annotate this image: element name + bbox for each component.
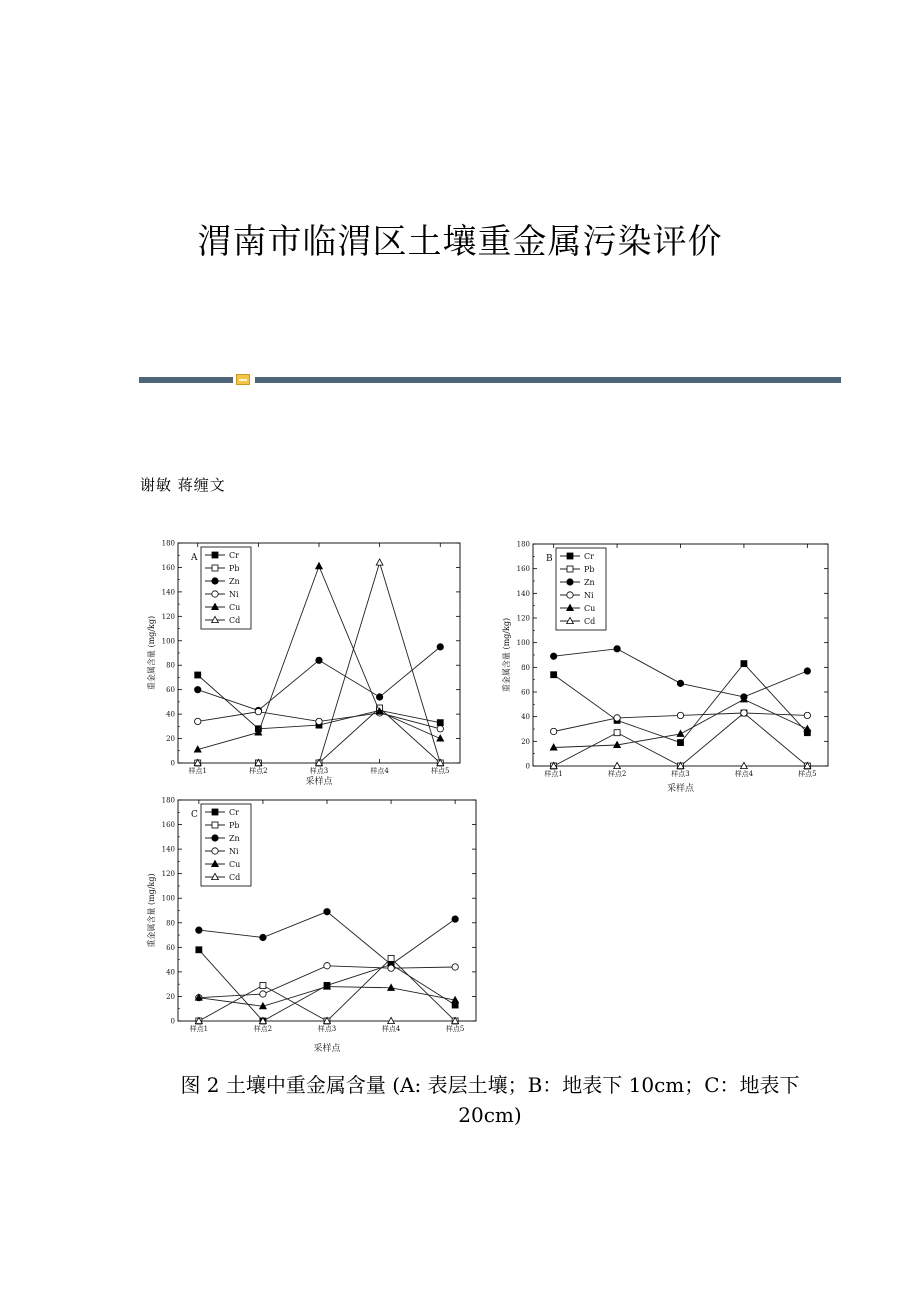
chart-b-ytick-label: 40 xyxy=(521,713,530,722)
chart-b-point-cr xyxy=(741,661,747,667)
chart-a-ytick-label: 20 xyxy=(166,735,175,744)
chart-c-xtick-label: 样点5 xyxy=(445,1025,465,1033)
chart-b-legend-label-ni: Ni xyxy=(584,591,594,600)
chart-c-point-ni xyxy=(260,991,266,997)
chart-c-ytick-label: 120 xyxy=(161,870,175,879)
chart-b-ytick-label: 0 xyxy=(525,762,530,771)
chart-a-ytick-label: 140 xyxy=(161,588,175,597)
chart-b-svg xyxy=(495,535,835,795)
chart-b-point-pb xyxy=(614,730,620,736)
chart-c-xtick-label: 样点2 xyxy=(253,1025,273,1033)
chart-c-ytick-label: 20 xyxy=(166,992,175,1001)
figure-caption-line2: 20cm) xyxy=(458,1103,522,1127)
chart-a-point-cu xyxy=(316,563,323,569)
chart-c-ytick-label: 160 xyxy=(161,821,175,830)
chart-b-ytick-label: 180 xyxy=(516,540,530,549)
chart-c-ytick-label: 40 xyxy=(166,968,175,977)
chart-b-point-ni xyxy=(741,710,747,716)
chart-b-legend-label-pb: Pb xyxy=(584,565,595,574)
chart-a-ytick-label: 40 xyxy=(166,710,175,719)
divider-bar-left xyxy=(139,377,233,383)
chart-c-line-zn xyxy=(199,912,455,965)
chart-b-xtick-label: 样点5 xyxy=(798,770,817,778)
chart-b-legend-marker-pb xyxy=(567,566,573,572)
chart-a-legend-marker-pb xyxy=(212,565,218,571)
chart-b-line-zn xyxy=(554,649,808,697)
chart-c-legend-box xyxy=(201,804,251,886)
chart-c-xtick-label: 样点3 xyxy=(317,1025,337,1033)
chart-a-line-pb xyxy=(198,708,441,763)
chart-a-legend-marker-zn xyxy=(212,578,218,584)
chart-b-series-cd xyxy=(550,762,811,768)
chart-a-xlabel: 采样点 xyxy=(305,777,333,787)
chart-c-point-zn xyxy=(196,927,202,933)
chart-b-legend xyxy=(556,548,606,630)
chart-c-xtick-label: 样点1 xyxy=(189,1025,209,1033)
chart-b-panel-letter: B xyxy=(546,554,553,564)
chart-c-series-zn xyxy=(196,909,459,968)
chart-b-legend-label-cr: Cr xyxy=(584,552,594,561)
chart-b-legend-marker-ni xyxy=(567,592,573,598)
chart-c-legend-marker-ni xyxy=(212,848,218,854)
chart-a-point-zn xyxy=(437,644,443,650)
page-title: 渭南市临渭区土壤重金属污染评价 xyxy=(197,222,723,262)
chart-a-ylabel: 重金属含量 (mg/kg) xyxy=(147,615,156,691)
chart-c-point-zn xyxy=(452,916,458,922)
chart-c-legend-label-zn: Zn xyxy=(229,834,240,843)
chart-b-xtick-label: 样点2 xyxy=(607,770,627,778)
chart-b-point-ni xyxy=(550,728,556,734)
chart-a-point-ni xyxy=(316,718,322,724)
chart-b-ytick-label: 120 xyxy=(516,614,530,623)
chart-b-ytick-label: 100 xyxy=(516,639,530,648)
chart-a-ytick-label: 160 xyxy=(161,563,175,572)
chart-a-line-zn xyxy=(198,647,441,711)
chart-c-legend-marker-pb xyxy=(212,822,218,828)
chart-b-point-cr xyxy=(678,740,684,746)
divider-bar-right xyxy=(255,377,841,383)
chart-c-ytick-label: 60 xyxy=(166,943,175,952)
divider-marker-icon xyxy=(236,374,250,385)
chart-a-legend-label-ni: Ni xyxy=(229,590,239,599)
chart-a-svg xyxy=(140,530,480,790)
chart-b-legend-label-cu: Cu xyxy=(584,604,596,613)
chart-c-point-ni xyxy=(452,964,458,970)
chart-c-legend-label-ni: Ni xyxy=(229,847,239,856)
chart-c-svg xyxy=(140,792,480,1062)
chart-c-point-zn xyxy=(324,909,330,915)
chart-b-legend-box xyxy=(556,548,606,630)
chart-c-legend xyxy=(201,804,251,886)
chart-a-legend-label-pb: Pb xyxy=(229,564,240,573)
chart-c-ytick-label: 180 xyxy=(161,796,175,805)
chart-b-ytick-label: 20 xyxy=(521,737,530,746)
chart-c-legend-label-cu: Cu xyxy=(229,860,241,869)
chart-b-legend-label-zn: Zn xyxy=(584,578,595,587)
chart-b-xtick-label: 样点4 xyxy=(734,770,754,778)
chart-c-panel-letter: C xyxy=(191,810,198,820)
chart-a-point-zn xyxy=(195,686,201,692)
chart-a-legend-label-zn: Zn xyxy=(229,577,240,586)
figure-caption-line1: 图 2 土壤中重金属含量 (A: 表层土壤；B：地表下 10cm；C：地表下 xyxy=(180,1073,800,1097)
chart-c-series-cd xyxy=(195,1017,458,1023)
chart-a-panel-letter: A xyxy=(191,553,198,563)
chart-b-legend-label-cd: Cd xyxy=(584,617,596,626)
chart-a-ytick-label: 60 xyxy=(166,686,175,695)
chart-a-legend xyxy=(201,547,251,629)
chart-a-legend-marker-ni xyxy=(212,591,218,597)
chart-a-xtick-label: 样点2 xyxy=(249,767,268,775)
chart-b-point-zn xyxy=(614,646,620,652)
chart-c-point-cd xyxy=(388,1017,395,1023)
chart-c-legend-label-cr: Cr xyxy=(229,808,239,817)
chart-b-point-cd xyxy=(614,762,621,768)
chart-b-point-cu xyxy=(677,730,684,736)
chart-c-ylabel: 重金属含量 (mg/kg) xyxy=(147,873,156,948)
chart-a-point-cr xyxy=(195,672,201,678)
chart-b-legend-marker-zn xyxy=(567,579,573,585)
chart-c-legend-marker-cr xyxy=(212,809,218,815)
chart-c-point-ni xyxy=(324,963,330,969)
chart-b-point-cd xyxy=(741,762,748,768)
chart-b-point-cr xyxy=(551,672,557,678)
chart-a-series-pb xyxy=(195,705,444,766)
chart-a-legend-label-cr: Cr xyxy=(229,551,239,560)
chart-a-point-zn xyxy=(376,694,382,700)
chart-a-point-ni xyxy=(195,718,201,724)
chart-c-ytick-label: 140 xyxy=(161,845,175,854)
chart-a-xtick-label: 样点4 xyxy=(370,767,389,775)
chart-b-point-ni xyxy=(804,712,810,718)
chart-a-point-cr xyxy=(437,720,443,726)
chart-a-point-cd xyxy=(376,559,383,565)
chart-a-legend-marker-cr xyxy=(212,552,218,558)
chart-a-point-ni xyxy=(437,726,443,732)
chart-b-point-zn xyxy=(550,653,556,659)
chart-b-xtick-label: 样点1 xyxy=(544,770,563,778)
chart-c-legend-marker-zn xyxy=(212,835,218,841)
header-divider xyxy=(139,374,841,386)
chart-b-ylabel: 重金属含量 (mg/kg) xyxy=(502,617,511,693)
chart-a-xtick-label: 样点1 xyxy=(188,767,207,775)
chart-b-ytick-label: 60 xyxy=(521,688,530,697)
figure-caption xyxy=(140,1070,840,1130)
chart-a-ytick-label: 120 xyxy=(161,612,175,621)
chart-a-point-zn xyxy=(316,657,322,663)
chart-a-point-ni xyxy=(255,708,261,714)
chart-b-series-zn xyxy=(550,646,810,700)
chart-b-point-zn xyxy=(804,668,810,674)
chart-b-ytick-label: 160 xyxy=(516,565,530,574)
chart-c-point-pb xyxy=(260,982,266,988)
chart-panel-c xyxy=(140,792,480,1062)
chart-b-point-ni xyxy=(614,715,620,721)
chart-a-xtick-label: 样点5 xyxy=(431,767,450,775)
chart-b-xlabel: 采样点 xyxy=(666,784,695,794)
chart-b-ytick-label: 140 xyxy=(516,589,530,598)
chart-c-ytick-label: 0 xyxy=(170,1017,175,1026)
chart-b-legend-marker-cr xyxy=(567,553,573,559)
chart-b-point-cu xyxy=(804,725,811,731)
chart-c-point-pb xyxy=(388,955,394,961)
chart-a-ytick-label: 0 xyxy=(170,759,175,768)
chart-c-xlabel: 采样点 xyxy=(313,1044,341,1054)
chart-panel-b xyxy=(495,535,835,795)
chart-a-legend-label-cu: Cu xyxy=(229,603,241,612)
chart-c-point-zn xyxy=(260,934,266,940)
chart-c-ytick-label: 100 xyxy=(161,894,175,903)
authors: 谢敏 蒋缠文 xyxy=(140,476,226,494)
chart-b-point-ni xyxy=(677,712,683,718)
chart-a-ytick-label: 100 xyxy=(161,637,175,646)
chart-a-ytick-label: 80 xyxy=(166,661,175,670)
chart-c-legend-label-pb: Pb xyxy=(229,821,240,830)
chart-a-ytick-label: 180 xyxy=(161,539,175,548)
chart-a-xtick-label: 样点3 xyxy=(309,767,329,775)
chart-c-ytick-label: 80 xyxy=(166,919,175,928)
chart-c-legend-label-cd: Cd xyxy=(229,873,241,882)
chart-b-xtick-label: 样点3 xyxy=(671,770,690,778)
chart-panel-a xyxy=(140,530,480,790)
chart-b-point-zn xyxy=(677,680,683,686)
chart-a-legend-box xyxy=(201,547,251,629)
chart-a-series-zn xyxy=(195,644,444,714)
chart-c-point-cr xyxy=(196,947,202,953)
chart-b-ytick-label: 80 xyxy=(521,663,530,672)
chart-a-legend-label-cd: Cd xyxy=(229,616,241,625)
chart-a-point-cu xyxy=(437,735,444,741)
chart-c-xtick-label: 样点4 xyxy=(381,1025,401,1033)
chart-c-point-ni xyxy=(388,965,394,971)
